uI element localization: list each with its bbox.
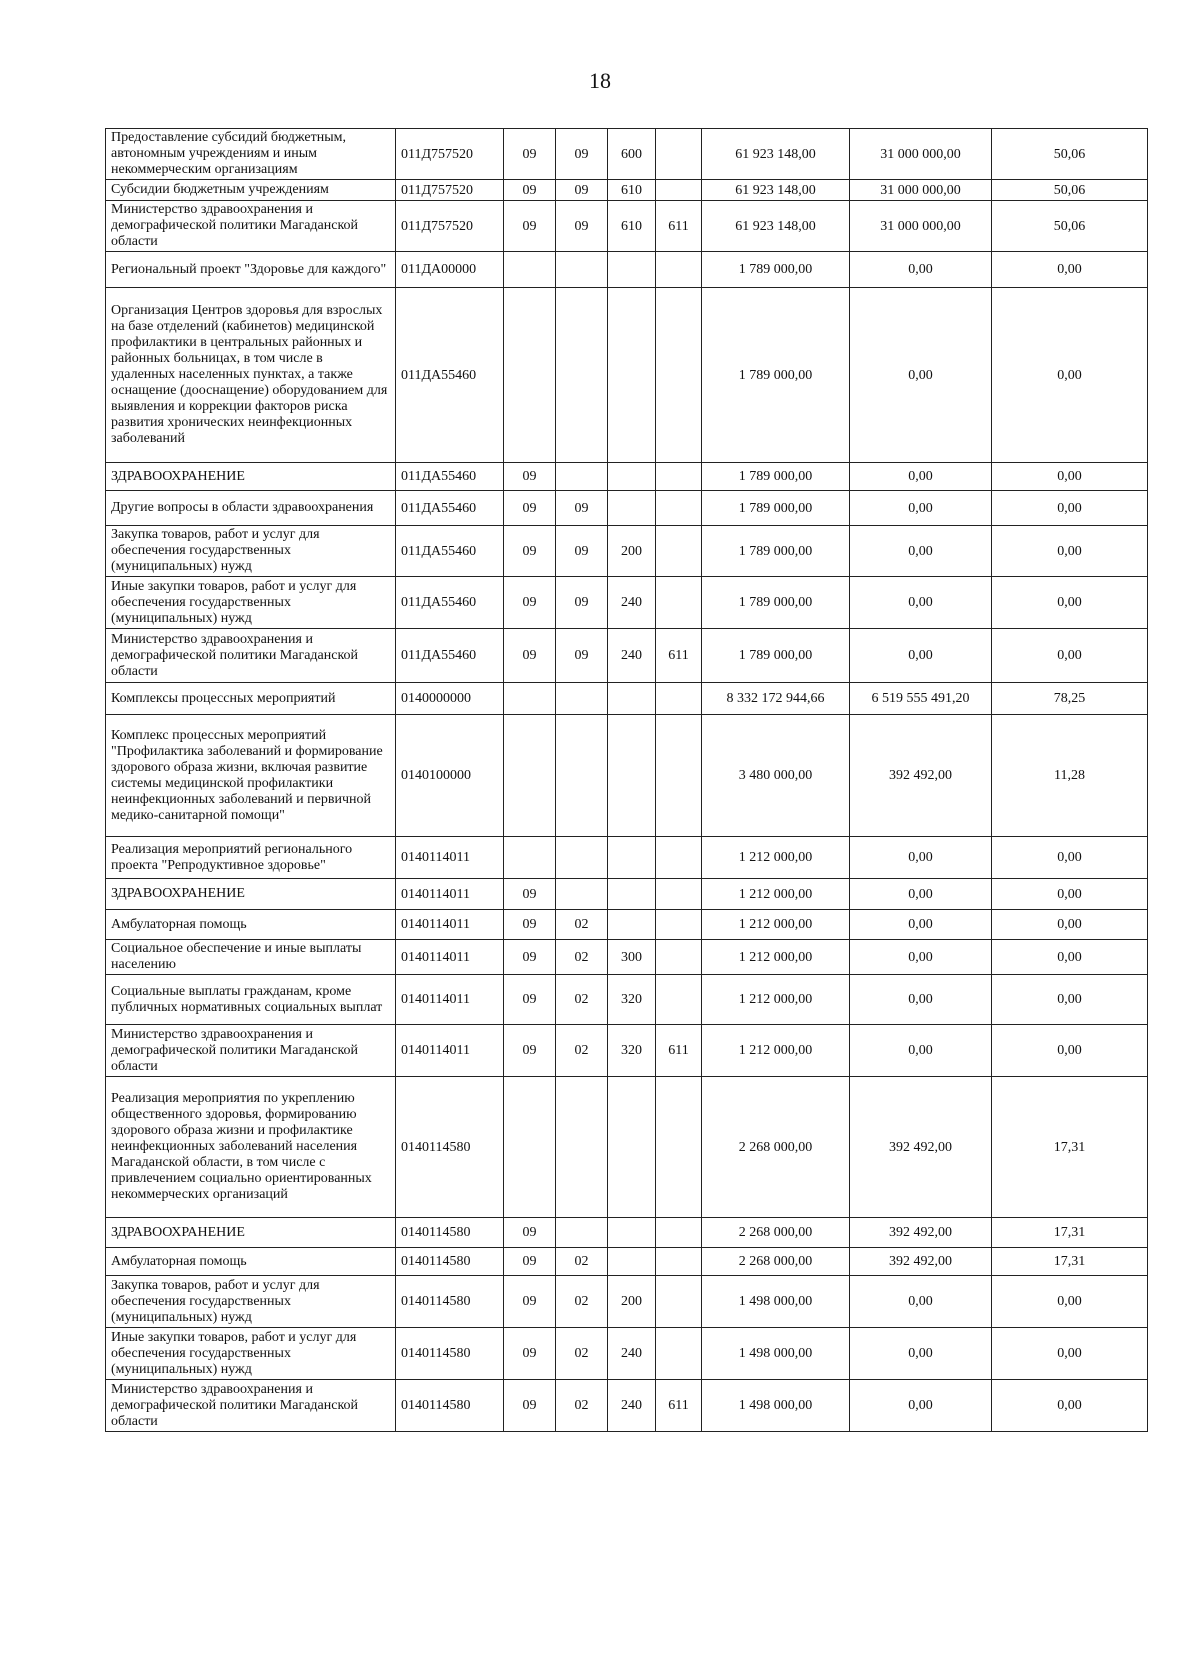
row-grbs: 611 xyxy=(656,629,702,683)
row-subsection: 02 xyxy=(556,1025,608,1077)
row-section: 09 xyxy=(504,1328,556,1380)
row-executed-amount: 31 000 000,00 xyxy=(850,180,992,201)
row-section: 09 xyxy=(504,1248,556,1276)
row-section: 09 xyxy=(504,201,556,252)
row-expense-type: 200 xyxy=(608,526,656,577)
row-name: ЗДРАВООХРАНЕНИЕ xyxy=(106,1218,396,1248)
table-row xyxy=(106,180,1148,201)
row-grbs xyxy=(656,491,702,526)
row-grbs xyxy=(656,683,702,715)
row-name: Комплекс процессных мероприятий "Профилактика заболеваний и формирование здорового образа жизни, включая развитие системы медицинской профилактики неинфекционных заболеваний и первичной медико-санитарной помощи" xyxy=(106,715,396,837)
row-execution-percent: 0,00 xyxy=(992,629,1148,683)
row-section xyxy=(504,288,556,463)
row-grbs xyxy=(656,1276,702,1328)
row-execution-percent: 0,00 xyxy=(992,252,1148,288)
row-executed-amount: 0,00 xyxy=(850,491,992,526)
row-plan-amount: 1 498 000,00 xyxy=(702,1328,850,1380)
row-name: Региональный проект "Здоровье для каждого" xyxy=(106,252,396,288)
row-expense-type xyxy=(608,252,656,288)
row-execution-percent: 78,25 xyxy=(992,683,1148,715)
table-row xyxy=(106,1380,1148,1432)
row-section xyxy=(504,683,556,715)
row-plan-amount: 1 789 000,00 xyxy=(702,288,850,463)
row-subsection: 09 xyxy=(556,577,608,629)
row-plan-amount: 3 480 000,00 xyxy=(702,715,850,837)
row-target-code: 011ДА55460 xyxy=(396,629,504,683)
row-plan-amount: 61 923 148,00 xyxy=(702,129,850,180)
row-grbs xyxy=(656,463,702,491)
table-row xyxy=(106,491,1148,526)
row-target-code: 0140114011 xyxy=(396,837,504,879)
row-target-code: 011ДА55460 xyxy=(396,288,504,463)
row-plan-amount: 1 212 000,00 xyxy=(702,1025,850,1077)
row-plan-amount: 1 212 000,00 xyxy=(702,910,850,940)
row-grbs xyxy=(656,715,702,837)
row-expense-type: 240 xyxy=(608,1328,656,1380)
row-target-code: 0140100000 xyxy=(396,715,504,837)
row-grbs xyxy=(656,1077,702,1218)
row-grbs: 611 xyxy=(656,1380,702,1432)
row-execution-percent: 17,31 xyxy=(992,1218,1148,1248)
row-name: Иные закупки товаров, работ и услуг для обеспечения государственных (муниципальных) нужд xyxy=(106,1328,396,1380)
row-subsection: 02 xyxy=(556,1328,608,1380)
row-grbs xyxy=(656,910,702,940)
table-row xyxy=(106,526,1148,577)
row-expense-type: 200 xyxy=(608,1276,656,1328)
row-plan-amount: 2 268 000,00 xyxy=(702,1218,850,1248)
row-target-code: 0140114580 xyxy=(396,1328,504,1380)
row-plan-amount: 2 268 000,00 xyxy=(702,1248,850,1276)
row-subsection: 09 xyxy=(556,180,608,201)
row-subsection: 02 xyxy=(556,1276,608,1328)
row-executed-amount: 0,00 xyxy=(850,940,992,975)
table-row xyxy=(106,463,1148,491)
row-expense-type xyxy=(608,288,656,463)
row-section: 09 xyxy=(504,940,556,975)
table-row xyxy=(106,975,1148,1025)
row-name: Комплексы процессных мероприятий xyxy=(106,683,396,715)
row-plan-amount: 1 789 000,00 xyxy=(702,463,850,491)
row-execution-percent: 0,00 xyxy=(992,910,1148,940)
row-target-code: 0140114580 xyxy=(396,1218,504,1248)
row-section xyxy=(504,837,556,879)
row-section: 09 xyxy=(504,879,556,910)
row-plan-amount: 1 789 000,00 xyxy=(702,577,850,629)
row-executed-amount: 0,00 xyxy=(850,1328,992,1380)
row-section: 09 xyxy=(504,526,556,577)
row-grbs xyxy=(656,837,702,879)
table-row xyxy=(106,1248,1148,1276)
row-name: Иные закупки товаров, работ и услуг для обеспечения государственных (муниципальных) нужд xyxy=(106,577,396,629)
row-target-code: 0140114011 xyxy=(396,910,504,940)
row-target-code: 011Д757520 xyxy=(396,129,504,180)
row-plan-amount: 8 332 172 944,66 xyxy=(702,683,850,715)
table-row xyxy=(106,683,1148,715)
row-executed-amount: 0,00 xyxy=(850,1025,992,1077)
row-target-code: 0140000000 xyxy=(396,683,504,715)
row-subsection xyxy=(556,837,608,879)
row-plan-amount: 1 789 000,00 xyxy=(702,252,850,288)
row-subsection: 02 xyxy=(556,940,608,975)
row-expense-type xyxy=(608,837,656,879)
row-execution-percent: 0,00 xyxy=(992,1276,1148,1328)
row-section: 09 xyxy=(504,975,556,1025)
table-row xyxy=(106,129,1148,180)
table-row xyxy=(106,837,1148,879)
row-target-code: 0140114580 xyxy=(396,1380,504,1432)
row-section xyxy=(504,1077,556,1218)
table-row xyxy=(106,201,1148,252)
row-expense-type xyxy=(608,910,656,940)
row-plan-amount: 1 212 000,00 xyxy=(702,975,850,1025)
row-grbs xyxy=(656,1218,702,1248)
row-grbs xyxy=(656,526,702,577)
row-execution-percent: 0,00 xyxy=(992,1025,1148,1077)
row-name: Амбулаторная помощь xyxy=(106,910,396,940)
row-name: Амбулаторная помощь xyxy=(106,1248,396,1276)
table-row xyxy=(106,940,1148,975)
row-execution-percent: 0,00 xyxy=(992,1328,1148,1380)
row-expense-type xyxy=(608,683,656,715)
row-expense-type xyxy=(608,1248,656,1276)
row-executed-amount: 31 000 000,00 xyxy=(850,201,992,252)
row-executed-amount: 6 519 555 491,20 xyxy=(850,683,992,715)
row-executed-amount: 0,00 xyxy=(850,975,992,1025)
row-name: Социальные выплаты гражданам, кроме публичных нормативных социальных выплат xyxy=(106,975,396,1025)
row-name: Министерство здравоохранения и демографической политики Магаданской области xyxy=(106,1380,396,1432)
row-grbs xyxy=(656,577,702,629)
row-subsection xyxy=(556,879,608,910)
row-target-code: 011ДА55460 xyxy=(396,463,504,491)
row-grbs xyxy=(656,1248,702,1276)
row-expense-type: 240 xyxy=(608,577,656,629)
row-section: 09 xyxy=(504,129,556,180)
row-executed-amount: 392 492,00 xyxy=(850,1077,992,1218)
row-target-code: 011Д757520 xyxy=(396,180,504,201)
row-subsection: 09 xyxy=(556,491,608,526)
row-grbs xyxy=(656,129,702,180)
row-executed-amount: 0,00 xyxy=(850,577,992,629)
row-target-code: 0140114580 xyxy=(396,1248,504,1276)
row-expense-type xyxy=(608,1077,656,1218)
row-expense-type xyxy=(608,715,656,837)
row-expense-type: 600 xyxy=(608,129,656,180)
row-target-code: 011ДА55460 xyxy=(396,491,504,526)
table-row xyxy=(106,288,1148,463)
row-subsection: 02 xyxy=(556,1248,608,1276)
row-plan-amount: 1 498 000,00 xyxy=(702,1380,850,1432)
row-subsection xyxy=(556,1077,608,1218)
row-name: ЗДРАВООХРАНЕНИЕ xyxy=(106,463,396,491)
row-expense-type xyxy=(608,463,656,491)
row-expense-type: 610 xyxy=(608,180,656,201)
row-name: Закупка товаров, работ и услуг для обеспечения государственных (муниципальных) нужд xyxy=(106,1276,396,1328)
row-subsection: 09 xyxy=(556,201,608,252)
row-execution-percent: 17,31 xyxy=(992,1077,1148,1218)
table-row xyxy=(106,252,1148,288)
row-execution-percent: 11,28 xyxy=(992,715,1148,837)
row-target-code: 011ДА55460 xyxy=(396,526,504,577)
table-row xyxy=(106,910,1148,940)
row-expense-type: 320 xyxy=(608,1025,656,1077)
row-execution-percent: 0,00 xyxy=(992,1380,1148,1432)
row-expense-type: 240 xyxy=(608,629,656,683)
row-expense-type: 320 xyxy=(608,975,656,1025)
row-grbs xyxy=(656,252,702,288)
row-target-code: 011ДА55460 xyxy=(396,577,504,629)
table-body xyxy=(106,129,1148,1432)
row-executed-amount: 0,00 xyxy=(850,837,992,879)
row-execution-percent: 0,00 xyxy=(992,577,1148,629)
row-executed-amount: 0,00 xyxy=(850,463,992,491)
row-execution-percent: 0,00 xyxy=(992,879,1148,910)
row-name: Субсидии бюджетным учреждениям xyxy=(106,180,396,201)
row-target-code: 0140114580 xyxy=(396,1276,504,1328)
row-expense-type xyxy=(608,879,656,910)
row-section: 09 xyxy=(504,463,556,491)
row-name: Закупка товаров, работ и услуг для обеспечения государственных (муниципальных) нужд xyxy=(106,526,396,577)
row-section: 09 xyxy=(504,629,556,683)
row-execution-percent: 0,00 xyxy=(992,837,1148,879)
row-name: Министерство здравоохранения и демографической политики Магаданской области xyxy=(106,629,396,683)
row-grbs xyxy=(656,975,702,1025)
row-executed-amount: 0,00 xyxy=(850,1380,992,1432)
row-executed-amount: 0,00 xyxy=(850,910,992,940)
row-section xyxy=(504,252,556,288)
row-target-code: 0140114011 xyxy=(396,975,504,1025)
row-target-code: 0140114011 xyxy=(396,940,504,975)
row-grbs xyxy=(656,1328,702,1380)
row-execution-percent: 50,06 xyxy=(992,180,1148,201)
table-row xyxy=(106,577,1148,629)
row-execution-percent: 0,00 xyxy=(992,940,1148,975)
row-target-code: 011ДА00000 xyxy=(396,252,504,288)
row-expense-type: 240 xyxy=(608,1380,656,1432)
row-name: Предоставление субсидий бюджетным, автономным учреждениям и иным некоммерческим организациям xyxy=(106,129,396,180)
row-grbs xyxy=(656,879,702,910)
row-plan-amount: 2 268 000,00 xyxy=(702,1077,850,1218)
row-grbs xyxy=(656,940,702,975)
table-row xyxy=(106,1276,1148,1328)
row-plan-amount: 61 923 148,00 xyxy=(702,180,850,201)
row-section: 09 xyxy=(504,1380,556,1432)
row-executed-amount: 392 492,00 xyxy=(850,715,992,837)
row-subsection: 09 xyxy=(556,129,608,180)
row-execution-percent: 50,06 xyxy=(992,129,1148,180)
row-name: Социальное обеспечение и иные выплаты населению xyxy=(106,940,396,975)
row-subsection xyxy=(556,252,608,288)
row-section: 09 xyxy=(504,1218,556,1248)
row-section: 09 xyxy=(504,577,556,629)
row-plan-amount: 1 789 000,00 xyxy=(702,629,850,683)
page-number: 18 xyxy=(589,68,611,93)
row-executed-amount: 0,00 xyxy=(850,288,992,463)
row-subsection xyxy=(556,463,608,491)
table-row xyxy=(106,1077,1148,1218)
row-grbs: 611 xyxy=(656,1025,702,1077)
row-subsection: 02 xyxy=(556,1380,608,1432)
row-subsection: 02 xyxy=(556,910,608,940)
row-section: 09 xyxy=(504,1276,556,1328)
row-plan-amount: 1 212 000,00 xyxy=(702,879,850,910)
table-row xyxy=(106,629,1148,683)
table-row xyxy=(106,715,1148,837)
row-name: Реализация мероприятий регионального проекта "Репродуктивное здоровье" xyxy=(106,837,396,879)
row-name: Организация Центров здоровья для взрослых на базе отделений (кабинетов) медицинской профилактики в центральных районных и районных больницах, в том числе в удаленных населенных пунктах, а также оснащение (дооснащение) оборудованием для выявления и коррекции факторов риска развития хронических неинфекционных заболеваний xyxy=(106,288,396,463)
row-execution-percent: 50,06 xyxy=(992,201,1148,252)
row-execution-percent: 0,00 xyxy=(992,288,1148,463)
table-row xyxy=(106,879,1148,910)
row-execution-percent: 0,00 xyxy=(992,463,1148,491)
row-subsection xyxy=(556,288,608,463)
row-executed-amount: 392 492,00 xyxy=(850,1248,992,1276)
row-execution-percent: 0,00 xyxy=(992,526,1148,577)
row-plan-amount: 61 923 148,00 xyxy=(702,201,850,252)
row-name: Министерство здравоохранения и демографической политики Магаданской области xyxy=(106,1025,396,1077)
row-grbs: 611 xyxy=(656,201,702,252)
row-executed-amount: 31 000 000,00 xyxy=(850,129,992,180)
row-executed-amount: 0,00 xyxy=(850,252,992,288)
row-expense-type xyxy=(608,491,656,526)
row-executed-amount: 0,00 xyxy=(850,526,992,577)
row-name: Министерство здравоохранения и демографической политики Магаданской области xyxy=(106,201,396,252)
row-subsection xyxy=(556,715,608,837)
table-row xyxy=(106,1328,1148,1380)
row-subsection xyxy=(556,1218,608,1248)
row-plan-amount: 1 212 000,00 xyxy=(702,940,850,975)
row-target-code: 011Д757520 xyxy=(396,201,504,252)
row-section: 09 xyxy=(504,1025,556,1077)
row-subsection: 02 xyxy=(556,975,608,1025)
table-row xyxy=(106,1218,1148,1248)
row-subsection: 09 xyxy=(556,526,608,577)
row-expense-type xyxy=(608,1218,656,1248)
row-section: 09 xyxy=(504,910,556,940)
row-executed-amount: 0,00 xyxy=(850,1276,992,1328)
row-execution-percent: 17,31 xyxy=(992,1248,1148,1276)
row-target-code: 0140114011 xyxy=(396,1025,504,1077)
row-subsection xyxy=(556,683,608,715)
row-plan-amount: 1 498 000,00 xyxy=(702,1276,850,1328)
row-name: ЗДРАВООХРАНЕНИЕ xyxy=(106,879,396,910)
row-plan-amount: 1 789 000,00 xyxy=(702,526,850,577)
row-execution-percent: 0,00 xyxy=(992,491,1148,526)
row-expense-type: 300 xyxy=(608,940,656,975)
row-section: 09 xyxy=(504,180,556,201)
row-target-code: 0140114580 xyxy=(396,1077,504,1218)
row-section xyxy=(504,715,556,837)
row-executed-amount: 0,00 xyxy=(850,879,992,910)
row-executed-amount: 392 492,00 xyxy=(850,1218,992,1248)
table-row xyxy=(106,1025,1148,1077)
row-grbs xyxy=(656,180,702,201)
row-plan-amount: 1 789 000,00 xyxy=(702,491,850,526)
row-name: Реализация мероприятия по укреплению общественного здоровья, формированию здорового образа жизни и профилактике неинфекционных заболеваний населения Магаданской области, в том числе с привлечением социально ориентированных некоммерческих организаций xyxy=(106,1077,396,1218)
row-name: Другие вопросы в области здравоохранения xyxy=(106,491,396,526)
row-grbs xyxy=(656,288,702,463)
row-execution-percent: 0,00 xyxy=(992,975,1148,1025)
row-expense-type: 610 xyxy=(608,201,656,252)
row-section: 09 xyxy=(504,491,556,526)
row-target-code: 0140114011 xyxy=(396,879,504,910)
row-executed-amount: 0,00 xyxy=(850,629,992,683)
row-subsection: 09 xyxy=(556,629,608,683)
row-plan-amount: 1 212 000,00 xyxy=(702,837,850,879)
budget-table xyxy=(105,128,1148,1432)
